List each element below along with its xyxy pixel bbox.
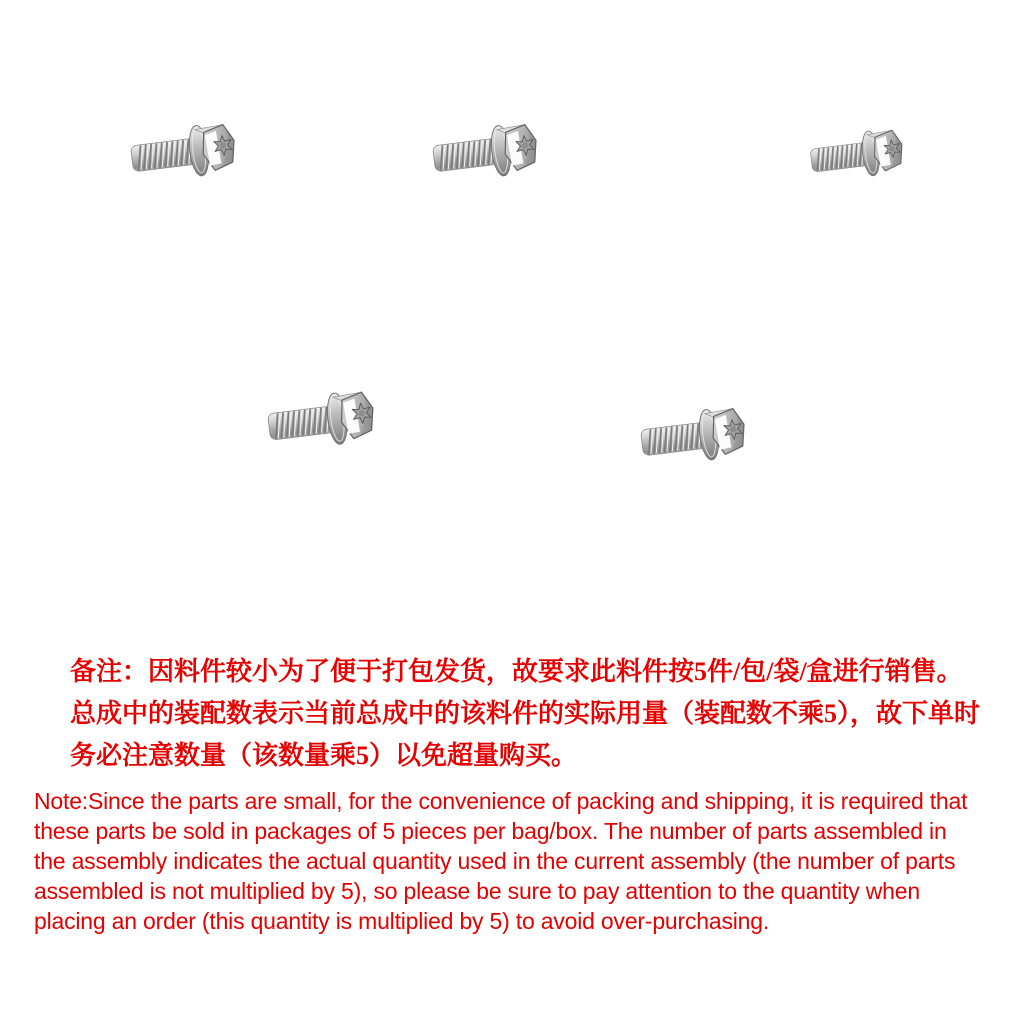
bolt-photo-5 <box>637 398 752 475</box>
note-english-line-4: assembled is not multiplied by 5), so please be sure to pay attention to the quantity when <box>34 878 920 904</box>
note-chinese-line-2: 总成中的装配数表示当前总成中的该料件的实际用量（装配数不乘5），故下单时 <box>70 699 981 728</box>
note-english-line-1: Note:Since the parts are small, for the convenience of packing and shipping, it is required that <box>34 788 968 814</box>
bolt-photo-4 <box>264 381 381 460</box>
note-english-line-5: placing an order (this quantity is multiplied by 5) to avoid over-purchasing. <box>34 908 770 934</box>
bolt-photo-1 <box>127 114 242 191</box>
bolt-photo-3 <box>807 121 909 189</box>
note-english-line-2: these parts be sold in packages of 5 pieces per bag/box. The number of parts assembled in <box>34 818 947 844</box>
note-chinese-line-3: 务必注意数量（该数量乘5）以免超量购买。 <box>70 741 578 770</box>
note-chinese <box>70 651 980 777</box>
bolt-photo-2 <box>429 114 544 191</box>
note-chinese-line-1: 备注：因料件较小为了便于打包发货，故要求此料件按5件/包/袋/盒进行销售。 <box>70 657 963 686</box>
note-english <box>34 786 967 936</box>
note-english-line-3: the assembly indicates the actual quantity used in the current assembly (the number of parts <box>34 848 956 874</box>
